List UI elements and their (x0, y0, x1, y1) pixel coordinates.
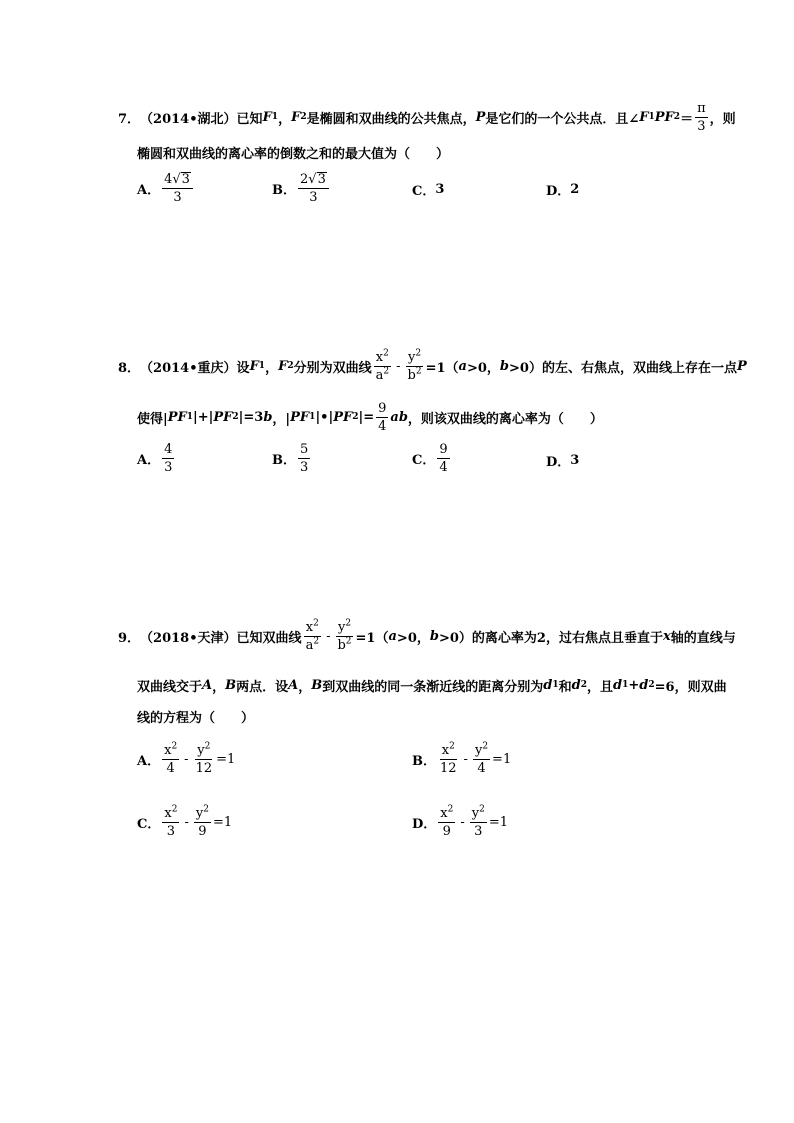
q7-number: 7． (118, 111, 141, 127)
q9-x2-over-a2: $\frac{x^2}{a^2}$ (305, 618, 320, 653)
q8-option-c[interactable]: C． $\frac{9}{4}$ (412, 442, 448, 475)
q8-option-b[interactable]: B． $\frac{5}{3}$ (272, 442, 309, 475)
q7-line1: 7． （2014•湖北） 已知 F 1 ， F 2 是椭圆和双曲线的公共焦点， P 是它们的一个公共点．且∠ F 1 PF 2 ＝ $\frac{\pi}{3}$ ，则 (118, 100, 736, 134)
q7-option-b[interactable]: B． 2 √ 3 3 (272, 172, 331, 205)
q9-option-c[interactable]: C． $\frac{x^2}{3}$ - $\frac{y^2}{9}$ =1 (137, 804, 233, 839)
q8-nine-over-four: $\frac{9}{4}$ (378, 400, 387, 434)
q8-y2-over-b2: $\frac{y^2}{b^2}$ (407, 348, 422, 383)
q7-option-c[interactable]: C． 3 (412, 182, 445, 199)
q8-option-a[interactable]: A． $\frac{4}{3}$ (137, 442, 173, 475)
q8-number: 8． (118, 360, 141, 376)
q9-option-d[interactable]: D． $\frac{x^2}{9}$ - $\frac{y^2}{3}$ =1 (412, 804, 509, 839)
q9-line1: 9． （2018•天津） 已知双曲线 $\frac{x^2}{a^2}$ - $\frac{y^2}{b^2}$ =1（ a >0， b >0） 的离心率为2，过右焦点且垂直于 x 轴的直线与 (118, 618, 736, 653)
q9-number: 9． (118, 630, 141, 646)
q7-option-a[interactable]: A． 4 √ 3 3 (137, 172, 195, 205)
q9-option-a[interactable]: A． $\frac{x^2}{4}$ - $\frac{y^2}{12}$ =1 (137, 741, 236, 776)
q8-line1: 8． （2014•重庆） 设 F 1 ， F 2 分别为双曲线 $\frac{x^2}{a^2}$ - $\frac{y^2}{b^2}$ =1（ a >0， b >0） 的左、右焦点，双曲线上存在一点 P (118, 348, 747, 383)
q9-source: （2018•天津） (140, 630, 237, 646)
q8-source: （2014•重庆） (140, 360, 237, 376)
q7-line2: 椭圆和双曲线的离心率的倒数之和的最大值为（ ） (137, 146, 450, 162)
q7-option-d[interactable]: D． 2 (546, 182, 580, 199)
q8-option-d[interactable]: D． 3 (546, 453, 580, 470)
q9-option-b[interactable]: B． $\frac{x^2}{12}$ - $\frac{y^2}{4}$ =1 (412, 741, 512, 776)
q8-line2: 使得| PF 1 |+| PF 2 |=3 b ，| PF 1 |•| PF 2 |= $\frac{9}{4}$ ab ，则该双曲线的离心率为（ ） (137, 400, 603, 434)
q8-x2-over-a2: $\frac{x^2}{a^2}$ (375, 348, 390, 383)
q7-pi-over-3: $\frac{\pi}{3}$ (697, 100, 706, 134)
q7-source: （2014•湖北） (140, 111, 237, 127)
q9-line3: 线的方程为（ ） (137, 710, 255, 726)
q9-line2: 双曲线交于 A ， B 两点．设 A ， B 到双曲线的同一条渐近线的距离分别为 d 1 和 d 2 ，且 d 1 + d 2 =6，则双曲 (137, 677, 727, 695)
q9-y2-over-b2: $\frac{y^2}{b^2}$ (337, 618, 352, 653)
